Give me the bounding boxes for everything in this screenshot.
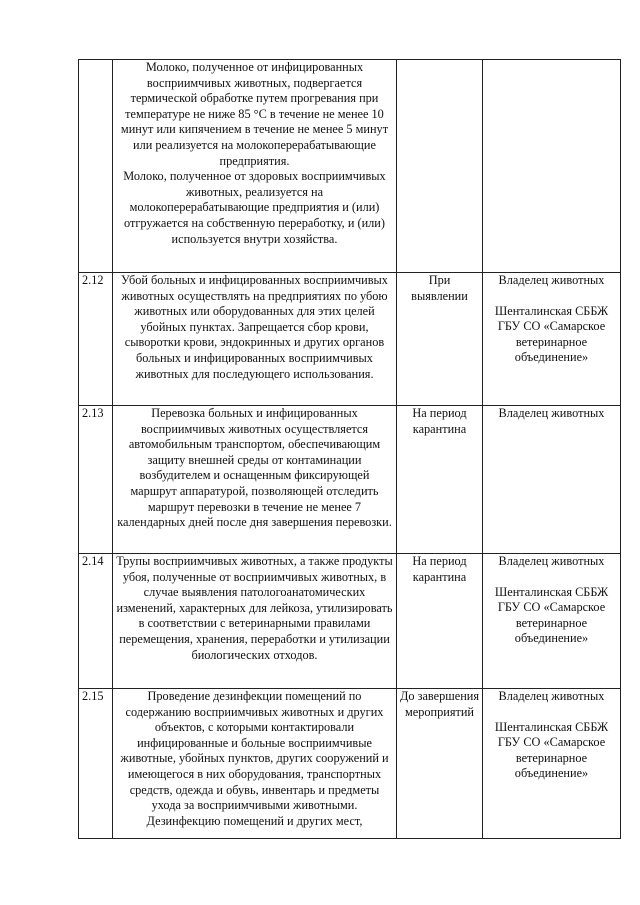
measure-text xyxy=(113,689,397,839)
spacer xyxy=(486,705,617,720)
responsible-org: Шенталинская СББЖ ГБУ СО «Самарское ветеринарное объединение» xyxy=(494,303,609,365)
deadline-cell: На период карантина xyxy=(397,554,483,689)
responsible-cell xyxy=(483,689,621,839)
responsible-cell xyxy=(483,273,621,406)
deadline-cell xyxy=(397,60,483,273)
measure-text xyxy=(113,60,397,273)
measure-text xyxy=(113,554,397,689)
measure-paragraph: Убой больных и инфицированных восприимчивых животных осуществлять на предприятиях по убою животных или оборудованных для этих целей убойных пунктах. Запрещается сбор крови, сыворотки крови, эндокринных и других органов больных и инфицированных восприимчивых животных для последующего использования. xyxy=(121,273,388,381)
responsible-org: Шенталинская СББЖ ГБУ СО «Самарское ветеринарное объединение» xyxy=(494,584,609,646)
table-row xyxy=(79,60,621,273)
responsible-cell xyxy=(483,406,621,554)
measure-paragraph: Проведение дезинфекции помещений по содержанию восприимчивых животных и других объектов, с которыми контактировали инфицированные и больные восприимчивые животные, убойных пунктов, других сооружений и имеющегося в них оборудования, транспортных средств, одежда и обувь, инвентарь и предметы ухода за восприимчивыми животными. xyxy=(120,689,389,813)
row-number: 2.12 xyxy=(79,273,113,406)
responsible-org: Шенталинская СББЖ ГБУ СО «Самарское ветеринарное объединение» xyxy=(494,719,609,781)
row-number: 2.14 xyxy=(79,554,113,689)
table-row xyxy=(79,273,621,406)
deadline-cell: До завершения мероприятий xyxy=(397,689,483,839)
table-row xyxy=(79,554,621,689)
row-number: 2.15 xyxy=(79,689,113,839)
measure-paragraph: Перевозка больных и инфицированных восприимчивых животных осуществляется автомобильным транспортом, обеспечивающим защиту внешней среды от контаминации возбудителем и оснащенным фиксирующей маршрут аппаратурой, позволяющей отследить маршрут перевозки в течение не менее 7 календарных дней после дня завершения перевозки. xyxy=(117,406,392,530)
responsible-cell xyxy=(483,554,621,689)
measure-text xyxy=(113,406,397,554)
row-number: 2.13 xyxy=(79,406,113,554)
table-row xyxy=(79,689,621,839)
table-row xyxy=(79,406,621,554)
document-page xyxy=(78,59,620,839)
measure-paragraph: Молоко, полученное от инфицированных восприимчивых животных, подвергается термической обработке путем прогревания при температуре не ниже 85 °С в течение не менее 10 минут или кипячением в течение не менее 5 минут или реализуется на молокоперерабатывающие предприятия. xyxy=(120,60,389,168)
deadline-cell: При выявлении xyxy=(397,273,483,406)
responsible-owner: Владелец животных xyxy=(498,554,605,568)
row-number xyxy=(79,60,113,273)
responsible-owner: Владелец животных xyxy=(498,406,605,420)
deadline-cell: На период карантина xyxy=(397,406,483,554)
measure-text xyxy=(113,273,397,406)
measure-paragraph: Дезинфекцию помещений и других мест, xyxy=(146,813,363,828)
responsible-owner: Владелец животных xyxy=(498,689,605,703)
measure-paragraph: Трупы восприимчивых животных, а также продукты убоя, полученные от восприимчивых животных, в случае выявления патологоанатомических изменений, характерных для лейкоза, утилизировать в соответствии с ветеринарными правилами перемещения, хранения, переработки и утилизации биологических отходов. xyxy=(116,554,393,662)
responsible-owner: Владелец животных xyxy=(498,273,605,287)
measures-table xyxy=(78,59,621,839)
spacer xyxy=(486,289,617,304)
responsible-cell xyxy=(483,60,621,273)
spacer xyxy=(486,570,617,585)
measure-paragraph: Молоко, полученное от здоровых восприимчивых животных, реализуется на молокоперерабатывающие предприятия и (или) отгружается на собственную переработку, и (или) используется внутри хозяйства. xyxy=(123,169,386,246)
